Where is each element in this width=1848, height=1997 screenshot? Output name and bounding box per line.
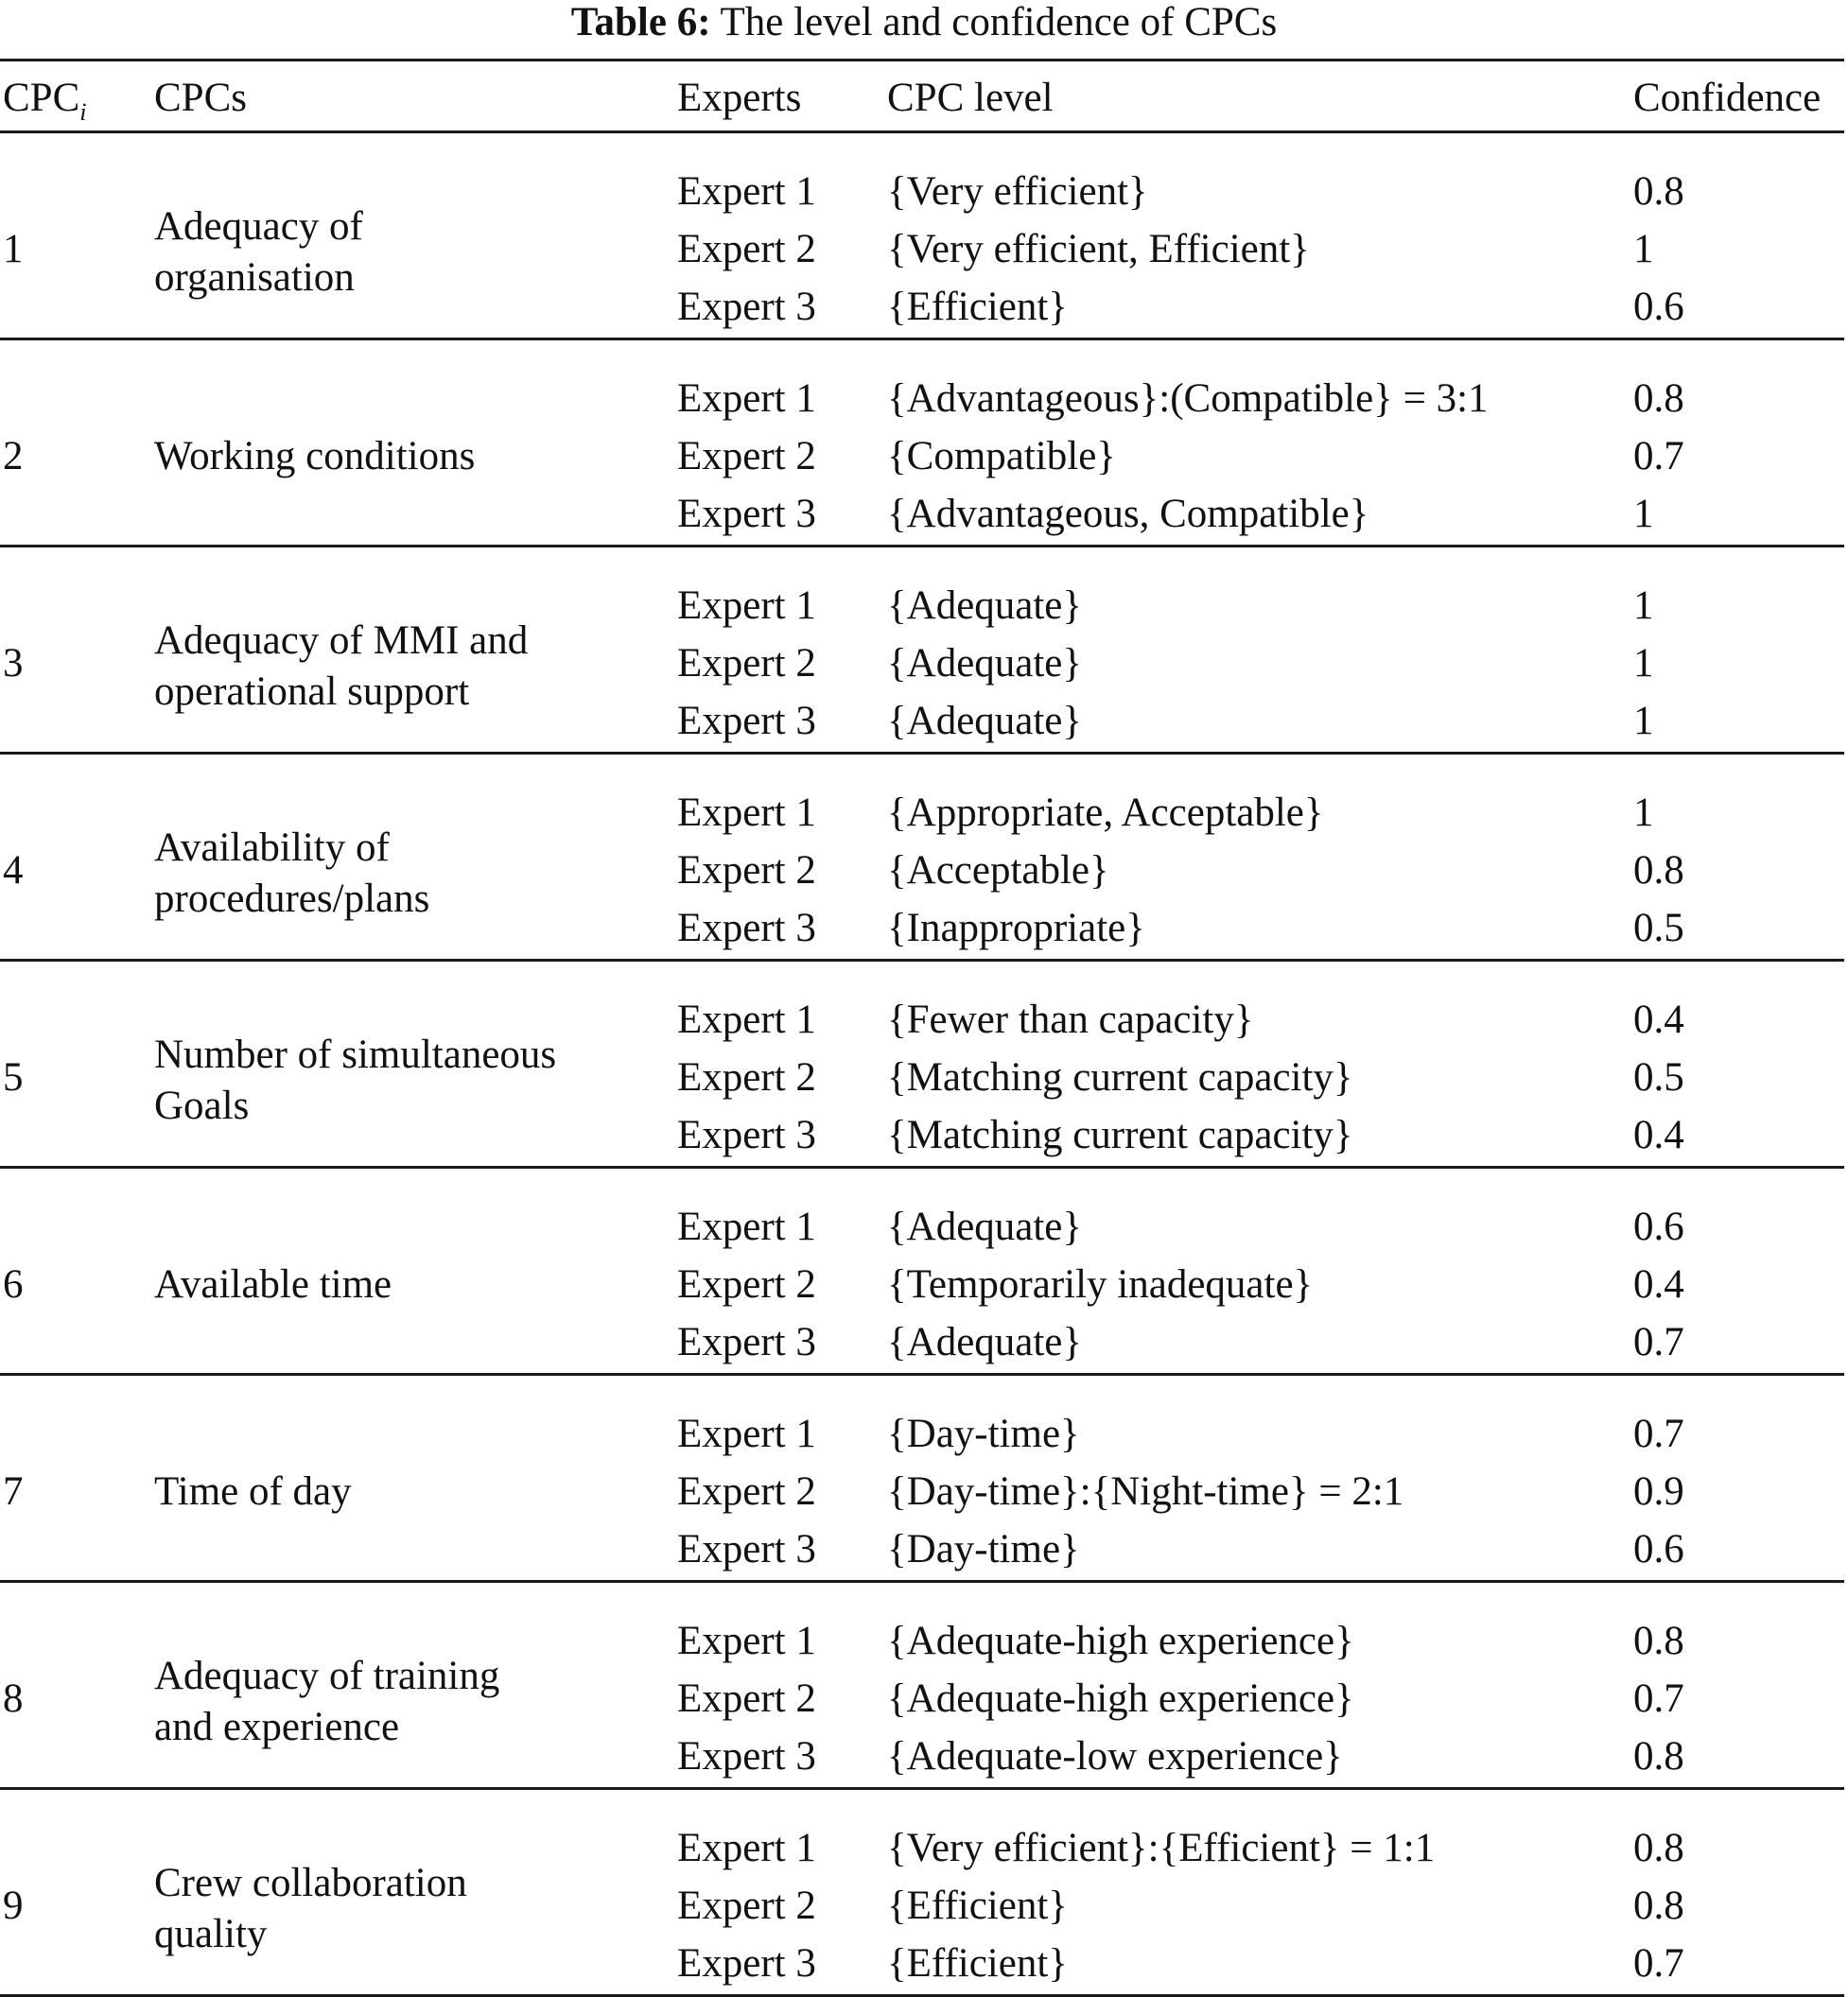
cpc-index: 7 (3, 1469, 24, 1514)
group-rule (0, 1580, 1844, 1583)
header-cpc-index-base: CPC (3, 76, 80, 120)
header-cpc-level: CPC level (887, 76, 1054, 120)
confidence-value: 1 (1633, 699, 1654, 743)
cpc-level: {Temporarily inadequate} (887, 1262, 1314, 1307)
cpc-index: 5 (3, 1055, 24, 1100)
header-cpcs: CPCs (154, 76, 248, 120)
cpc-level: {Day-time}:{Night-time} = 2:1 (887, 1469, 1404, 1514)
expert-label: Expert 3 (677, 699, 816, 743)
expert-label: Expert 1 (677, 1619, 816, 1663)
cpc-index: 6 (3, 1262, 24, 1307)
expert-label: Expert 3 (677, 1320, 816, 1364)
confidence-value: 1 (1633, 227, 1654, 271)
expert-label: Expert 3 (677, 1527, 816, 1572)
cpc-level: {Day-time} (887, 1527, 1080, 1572)
cpc-level: {Acceptable} (887, 848, 1109, 893)
cpc-name-line2: and experience (154, 1705, 400, 1749)
expert-label: Expert 2 (677, 848, 816, 893)
expert-label: Expert 3 (677, 1734, 816, 1779)
top-rule (0, 59, 1844, 61)
expert-label: Expert 1 (677, 169, 816, 214)
cpc-level: {Inappropriate} (887, 906, 1145, 950)
cpc-name: Available time (154, 1262, 392, 1307)
confidence-value: 1 (1633, 641, 1654, 686)
confidence-value: 1 (1633, 790, 1654, 835)
cpc-level: {Day-time} (887, 1412, 1080, 1456)
expert-label: Expert 3 (677, 285, 816, 329)
cpc-level: {Efficient} (887, 1884, 1068, 1928)
cpc-name-line1: Crew collaboration (154, 1861, 467, 1905)
expert-label: Expert 1 (677, 998, 816, 1042)
group-rule (0, 1166, 1844, 1169)
group-rule (0, 752, 1844, 755)
cpc-level: {Very efficient}:{Efficient} = 1:1 (887, 1826, 1436, 1870)
confidence-value: 0.8 (1633, 1619, 1684, 1663)
confidence-value: 0.6 (1633, 1527, 1684, 1572)
confidence-value: 0.8 (1633, 169, 1684, 214)
cpc-name-line1: Adequacy of (154, 204, 363, 249)
expert-label: Expert 1 (677, 1205, 816, 1249)
group-rule (0, 959, 1844, 962)
cpc-index: 8 (3, 1676, 24, 1721)
expert-label: Expert 1 (677, 376, 816, 421)
expert-label: Expert 2 (677, 1469, 816, 1514)
cpc-level: {Adequate-low experience} (887, 1734, 1343, 1779)
caption-label: Table 6: (570, 0, 711, 44)
expert-label: Expert 1 (677, 790, 816, 835)
cpc-level: {Adequate} (887, 583, 1083, 628)
group-rule (0, 338, 1844, 340)
header-cpc-index-sub: i (79, 98, 87, 126)
cpc-level: {Very efficient} (887, 169, 1148, 214)
confidence-value: 0.9 (1633, 1469, 1684, 1514)
group-rule (0, 545, 1844, 547)
expert-label: Expert 2 (677, 434, 816, 478)
expert-label: Expert 2 (677, 1676, 816, 1721)
expert-label: Expert 2 (677, 1055, 816, 1100)
expert-label: Expert 3 (677, 1941, 816, 1986)
cpc-level: {Fewer than capacity} (887, 998, 1254, 1042)
expert-label: Expert 2 (677, 227, 816, 271)
confidence-value: 0.4 (1633, 1262, 1684, 1307)
table-caption (0, 0, 1848, 53)
confidence-value: 0.4 (1633, 1113, 1684, 1157)
group-rule (0, 1787, 1844, 1790)
cpc-index: 4 (3, 848, 24, 893)
expert-label: Expert 1 (677, 1826, 816, 1870)
group-rule (0, 1373, 1844, 1376)
cpc-level: {Very efficient, Efficient} (887, 227, 1310, 271)
cpc-name-line1: Availability of (154, 825, 390, 870)
expert-label: Expert 3 (677, 492, 816, 536)
cpc-name-line2: organisation (154, 255, 355, 300)
confidence-value: 1 (1633, 492, 1654, 536)
expert-label: Expert 1 (677, 583, 816, 628)
cpc-name-line2: procedures/plans (154, 877, 430, 921)
cpc-level: {Adequate} (887, 641, 1083, 686)
confidence-value: 0.7 (1633, 1676, 1684, 1721)
confidence-value: 1 (1633, 583, 1654, 628)
confidence-value: 0.8 (1633, 1884, 1684, 1928)
cpc-level: {Adequate-high experience} (887, 1619, 1354, 1663)
confidence-value: 0.6 (1633, 285, 1684, 329)
cpc-level: {Compatible} (887, 434, 1116, 478)
cpc-level: {Adequate} (887, 1320, 1083, 1364)
cpc-name-line1: Adequacy of training (154, 1654, 500, 1698)
cpc-name-line1: Number of simultaneous (154, 1033, 557, 1077)
cpc-name-line2: operational support (154, 669, 470, 714)
confidence-value: 0.8 (1633, 376, 1684, 421)
cpc-level: {Matching current capacity} (887, 1055, 1353, 1100)
cpc-name-line2: Goals (154, 1084, 250, 1128)
expert-label: Expert 1 (677, 1412, 816, 1456)
confidence-value: 0.8 (1633, 1734, 1684, 1779)
expert-label: Expert 3 (677, 1113, 816, 1157)
confidence-value: 0.8 (1633, 848, 1684, 893)
confidence-value: 0.8 (1633, 1826, 1684, 1870)
confidence-value: 0.7 (1633, 1941, 1684, 1986)
cpc-index: 2 (3, 434, 24, 478)
confidence-value: 0.5 (1633, 906, 1684, 950)
expert-label: Expert 3 (677, 906, 816, 950)
cpc-index: 3 (3, 641, 24, 686)
expert-label: Expert 2 (677, 641, 816, 686)
cpc-level: {Matching current capacity} (887, 1113, 1353, 1157)
cpc-name-line1: Adequacy of MMI and (154, 618, 529, 663)
expert-label: Expert 2 (677, 1262, 816, 1307)
confidence-value: 0.5 (1633, 1055, 1684, 1100)
cpc-level: {Advantageous}:(Compatible} = 3:1 (887, 376, 1489, 421)
cpc-level: {Appropriate, Acceptable} (887, 790, 1324, 835)
cpc-level: {Adequate} (887, 699, 1083, 743)
confidence-value: 0.4 (1633, 998, 1684, 1042)
cpc-name: Working conditions (154, 434, 476, 478)
cpc-index: 1 (3, 227, 24, 271)
confidence-value: 0.7 (1633, 434, 1684, 478)
header-cpc-index (3, 76, 87, 135)
expert-label: Expert 2 (677, 1884, 816, 1928)
caption-text: The level and confidence of CPCs (720, 0, 1278, 44)
cpc-level: {Advantageous, Compatible} (887, 492, 1369, 536)
confidence-value: 0.7 (1633, 1412, 1684, 1456)
cpc-index: 9 (3, 1884, 24, 1928)
cpc-level: {Adequate} (887, 1205, 1083, 1249)
cpc-level: {Efficient} (887, 1941, 1068, 1986)
confidence-value: 0.7 (1633, 1320, 1684, 1364)
header-confidence: Confidence (1633, 76, 1822, 120)
confidence-value: 0.6 (1633, 1205, 1684, 1249)
cpc-level: {Adequate-high experience} (887, 1676, 1354, 1721)
cpc-name: Time of day (154, 1469, 352, 1514)
header-experts: Experts (677, 76, 802, 120)
cpc-name-line2: quality (154, 1912, 268, 1956)
header-rule (0, 130, 1844, 133)
cpc-level: {Efficient} (887, 285, 1068, 329)
